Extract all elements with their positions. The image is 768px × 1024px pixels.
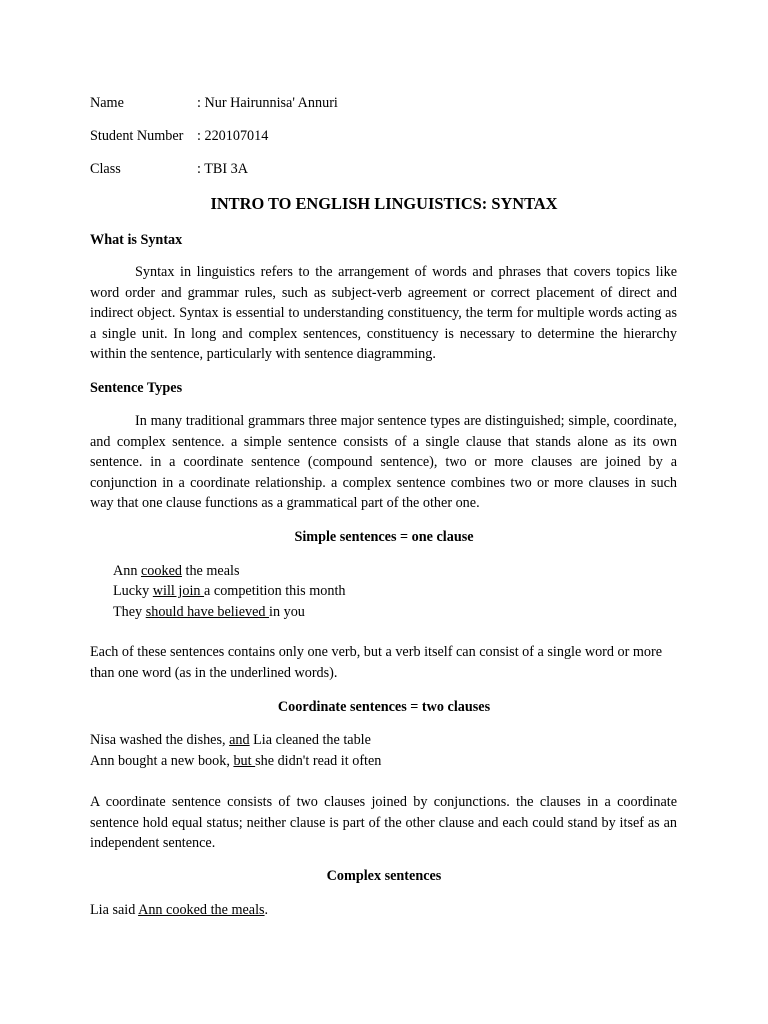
underlined-verb: cooked — [140, 563, 182, 579]
name-value: : Nur Hairunnisa' Annuri — [197, 95, 338, 111]
example-sentence: They should have believed in you — [113, 604, 305, 620]
underlined-verb: should have believed — [145, 604, 270, 620]
underlined-conjunction: and — [229, 732, 250, 748]
name-label: Name — [90, 95, 124, 111]
underlined-verb: will join — [152, 583, 205, 599]
section-heading-sentence-types: Sentence Types — [90, 380, 183, 396]
student-number-label: Student Number — [90, 128, 184, 144]
subheading-complex-sentences: Complex sentences — [326, 868, 442, 884]
paragraph-simple-note: Each of these sentences contains only one verb, but a verb itself can consist of a single word or more than one word (as in the underlined words). — [90, 644, 663, 681]
example-sentence: Ann bought a new book, but she didn't read it often — [90, 753, 382, 769]
example-sentence: Nisa washed the dishes, and Lia cleaned the table — [90, 732, 371, 748]
student-number-value: : 220107014 — [197, 128, 269, 144]
document-title: INTRO TO ENGLISH LINGUISTICS: SYNTAX — [210, 194, 558, 213]
paragraph-what-is-syntax: Syntax in linguistics refers to the arrangement of words and phrases that covers topics like word order and grammar rules, such as subject-verb agreement or correct placement of direct and indirect object. Syntax is essential to understanding constituency, the term for multiple words acting as a single unit. In long and complex sentences, constituency is necessary to determine the hierarchy within the sentence, particularly with sentence diagramming. — [90, 264, 677, 363]
section-heading-what-is-syntax: What is Syntax — [90, 232, 183, 248]
underlined-conjunction: but — [233, 753, 256, 769]
example-sentence: Lucky will join a competition this month — [113, 583, 346, 599]
paragraph-coordinate-note: A coordinate sentence consists of two clauses joined by conjunctions. the clauses in a coordinate sentence hold equal status; neither clause is part of the other clause and each could stand by itsef as an independent sentence. — [90, 794, 677, 852]
class-label: Class — [90, 161, 121, 177]
example-sentence: Ann cooked the meals — [113, 563, 240, 579]
paragraph-sentence-types: In many traditional grammars three major sentence types are distinguished; simple, coordinate, and complex sentence. a simple sentence consists of a single clause that stands alone as its own sentence. in a coordinate sentence (compound sentence), two or more clauses are joined by a conjunction in a coordinate relationship. a complex sentence combines two or more clauses in such way that one clause functions as a grammatical part of the other one. — [90, 413, 677, 512]
subheading-coordinate-sentences: Coordinate sentences = two clauses — [277, 699, 491, 715]
example-sentence: Lia said Ann cooked the meals. — [90, 902, 269, 918]
class-value: : TBI 3A — [197, 161, 248, 177]
underlined-clause: Ann cooked the meals — [138, 902, 265, 918]
subheading-simple-sentences: Simple sentences = one clause — [294, 529, 474, 545]
